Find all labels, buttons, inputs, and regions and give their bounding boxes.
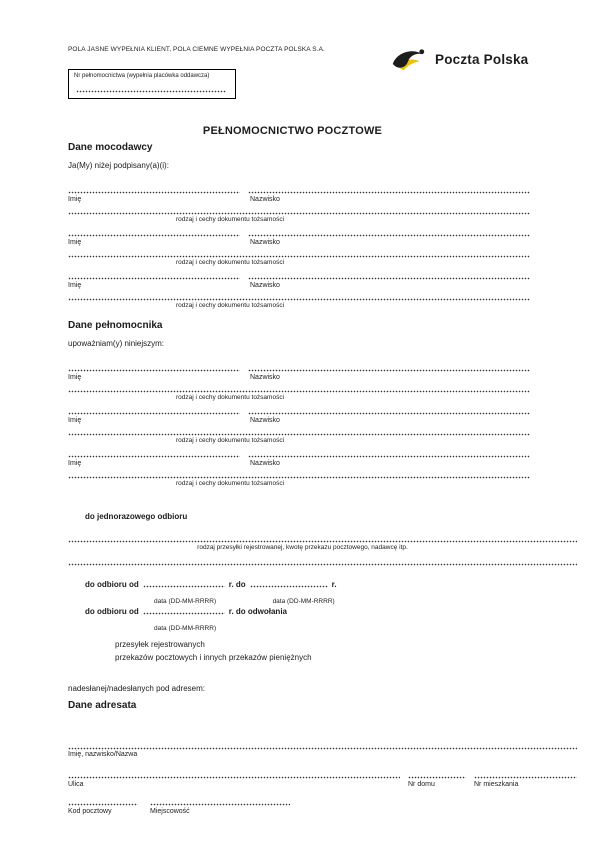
id-document-caption: rodzaj i cechy dokumentu tożsamości (176, 259, 285, 266)
postal-code-field[interactable] (68, 798, 138, 806)
registered-mail-label: przesyłek rejestrowanych (115, 640, 205, 649)
person-field-labels (68, 416, 530, 425)
date-to-field[interactable] (250, 581, 328, 588)
addressee-name-label: Imię, nazwisko/Nazwa (68, 751, 138, 758)
id-document-field[interactable] (68, 293, 530, 301)
pickup-until-revoked-row (68, 607, 577, 616)
last-name-field[interactable] (248, 186, 530, 194)
to-label: r. do (228, 580, 246, 589)
id-document-caption: rodzaj i cechy dokumentu tożsamości (176, 437, 285, 444)
item-description-caption: rodzaj przesyłki rejestrowanej, kwotę przekazu pocztowego, nadawcę itp. (197, 544, 408, 551)
principal-person-block-1 (68, 186, 530, 224)
person-field-labels (68, 195, 530, 204)
id-document-field[interactable] (68, 471, 530, 479)
person-field-labels (68, 281, 530, 290)
money-orders-label: przekazów pocztowych i innych przekazów pieniężnych (115, 653, 312, 662)
poczta-polska-bird-icon (390, 46, 428, 73)
pickup-from-label: do odbioru od (85, 580, 139, 589)
principal-person-block-3 (68, 272, 530, 310)
date-captions-row (68, 590, 577, 605)
attorney-person-block-2 (68, 407, 530, 445)
permit-number-box (68, 69, 236, 99)
addressee-section-heading: Dane adresata (68, 700, 137, 711)
last-name-label: Nazwisko (250, 417, 280, 424)
first-name-field[interactable] (68, 364, 240, 372)
until-revoked-label: r. do odwołania (228, 607, 287, 616)
first-name-field[interactable] (68, 450, 240, 458)
person-field-labels (68, 459, 530, 468)
last-name-field[interactable] (248, 272, 530, 280)
addressee-name-field[interactable] (68, 742, 577, 750)
id-document-field[interactable] (68, 207, 530, 215)
permit-number-field[interactable] (76, 87, 226, 93)
id-document-field[interactable] (68, 385, 530, 393)
first-name-field[interactable] (68, 186, 240, 194)
form-title: PEŁNOMOCNICTWO POCZTOWE (202, 125, 383, 137)
id-document-caption: rodzaj i cechy dokumentu tożsamości (176, 480, 285, 487)
first-name-label: Imię (68, 282, 82, 289)
id-document-field[interactable] (68, 428, 530, 436)
id-document-field[interactable] (68, 250, 530, 258)
date-format-caption: data (DD-MM-RRRR) (154, 625, 217, 632)
last-name-label: Nazwisko (250, 239, 280, 246)
pickup-period-row (68, 580, 577, 589)
first-name-field[interactable] (68, 407, 240, 415)
last-name-label: Nazwisko (250, 196, 280, 203)
last-name-field[interactable] (248, 229, 530, 237)
date-from-field[interactable] (143, 581, 225, 588)
last-name-label: Nazwisko (250, 374, 280, 381)
apartment-number-field[interactable] (474, 771, 577, 779)
house-number-field[interactable] (408, 771, 466, 779)
attorney-person-block-1 (68, 364, 530, 402)
postal-code-city-labels (68, 807, 577, 817)
delivery-address-label: nadesłanej/nadesłanych pod adresem: (68, 684, 205, 693)
street-row (68, 771, 577, 779)
date-format-caption: data (DD-MM-RRRR) (272, 598, 335, 605)
first-name-label: Imię (68, 374, 82, 381)
first-name-label: Imię (68, 239, 82, 246)
id-document-caption: rodzaj i cechy dokumentu tożsamości (176, 394, 285, 401)
street-label: Ulica (68, 781, 84, 788)
date-from-field[interactable] (143, 608, 225, 615)
first-name-label: Imię (68, 196, 82, 203)
attorney-intro: upoważniam(y) niniejszym: (68, 339, 165, 348)
first-name-label: Imię (68, 417, 82, 424)
last-name-field[interactable] (248, 364, 530, 372)
first-name-field[interactable] (68, 229, 240, 237)
permit-number-label: Nr pełnomocnictwa (wypełnia placówka oddawcza) (74, 73, 210, 79)
street-labels-row (68, 780, 577, 790)
last-name-field[interactable] (248, 407, 530, 415)
principal-section-heading: Dane mocodawcy (68, 142, 153, 153)
first-name-label: Imię (68, 460, 82, 467)
item-description-field-2[interactable] (68, 558, 577, 566)
attorney-person-block-3 (68, 450, 530, 488)
fill-instructions-note: POLA JASNE WYPEŁNIA KLIENT, POLA CIEMNE WYPEŁNIA POCZTA POLSKA S.A. (68, 46, 325, 53)
date-captions-row (68, 617, 577, 632)
pickup-from-label: do odbioru od (85, 607, 139, 616)
last-name-label: Nazwisko (250, 460, 280, 467)
principal-intro: Ja(My) niżej podpisany(a)(i): (68, 161, 169, 170)
apartment-number-label: Nr mieszkania (474, 781, 519, 788)
single-pickup-label: do jednorazowego odbioru (85, 512, 188, 521)
person-field-labels (68, 238, 530, 247)
brand-wordmark: Poczta Polska (435, 52, 529, 67)
attorney-section-heading: Dane pełnomocnika (68, 320, 163, 331)
id-document-caption: rodzaj i cechy dokumentu tożsamości (176, 302, 285, 309)
postal-code-label: Kod pocztowy (68, 808, 112, 815)
person-field-labels (68, 373, 530, 382)
date-format-caption: data (DD-MM-RRRR) (154, 598, 217, 605)
item-description-field[interactable] (68, 535, 577, 543)
last-name-field[interactable] (248, 450, 530, 458)
id-document-caption: rodzaj i cechy dokumentu tożsamości (176, 216, 285, 223)
principal-person-block-2 (68, 229, 530, 267)
last-name-label: Nazwisko (250, 282, 280, 289)
postal-code-city-row (68, 798, 577, 806)
street-field[interactable] (68, 771, 400, 779)
house-number-label: Nr domu (408, 781, 435, 788)
city-field[interactable] (150, 798, 290, 806)
city-label: Miejscowość (150, 808, 190, 815)
first-name-field[interactable] (68, 272, 240, 280)
year-suffix-label: r. (331, 580, 337, 589)
brand-logo (390, 46, 528, 73)
